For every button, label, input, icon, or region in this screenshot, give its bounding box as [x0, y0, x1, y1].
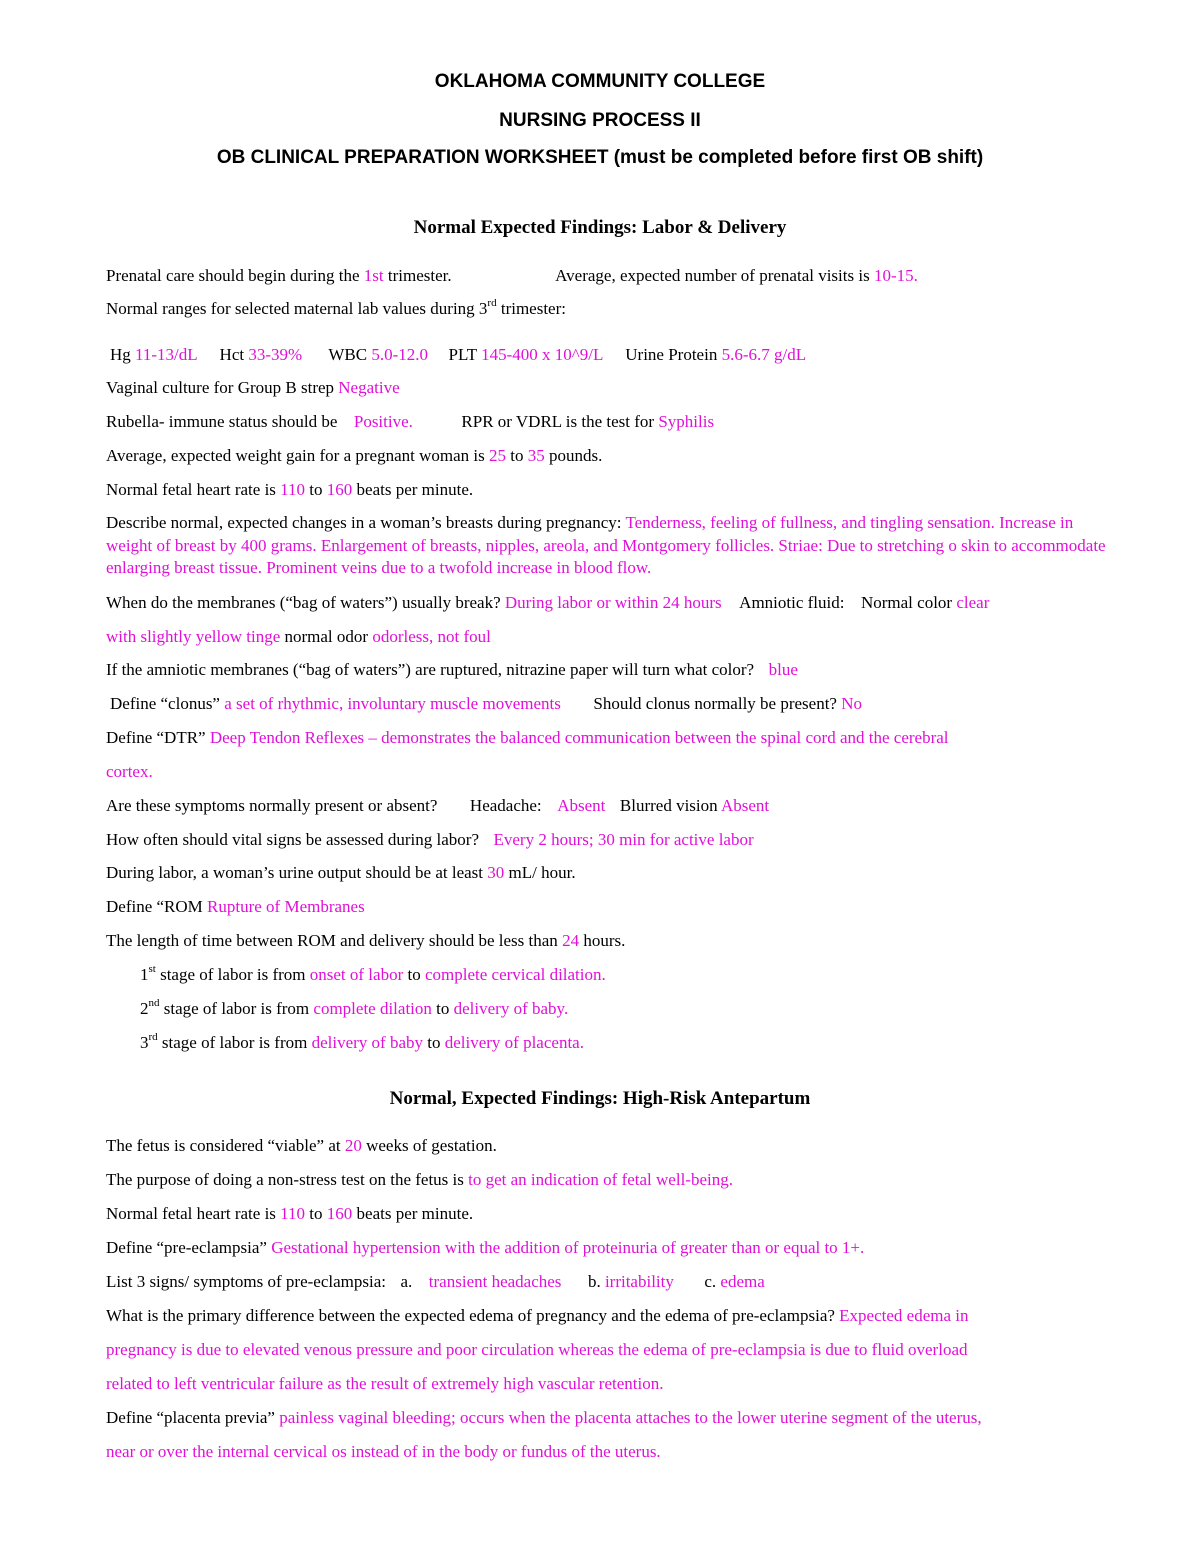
question: Average, expected weight gain for a pregnant woman is: [106, 446, 485, 465]
answer: Deep Tendon Reflexes – demonstrates the balanced communication between the spinal cord and the cerebral: [209, 728, 949, 747]
question: trimester:: [500, 299, 566, 318]
question: RPR or VDRL is the test for: [461, 412, 655, 431]
question: Vaginal culture for Group B strep: [106, 378, 335, 397]
question: Normal color: [860, 593, 953, 612]
rom-line: [106, 896, 1106, 918]
question: The purpose of doing a non-stress test on the fetus is: [106, 1170, 464, 1189]
labs-line: [106, 298, 1106, 320]
college-name: OKLAHOMA COMMUNITY COLLEGE: [434, 71, 766, 92]
question: weeks of gestation.: [366, 1136, 497, 1155]
placenta-previa-line-2: [106, 1441, 1106, 1463]
list-marker: c.: [704, 1272, 717, 1291]
question: trimester.: [387, 266, 452, 285]
question: Normal ranges for selected maternal lab values during 3: [106, 299, 488, 318]
question: 1: [140, 965, 149, 984]
answer: Gestational hypertension with the addition of proteinuria of greater than or equal to 1+.: [271, 1238, 865, 1257]
answer: onset of labor: [309, 965, 404, 984]
edema-answer-line-2: [106, 1339, 1106, 1361]
answer: Syphilis: [658, 412, 715, 431]
question: Normal fetal heart rate is: [106, 480, 276, 499]
worksheet-title: OB CLINICAL PREPARATION WORKSHEET (must be completed before first OB shift): [216, 147, 984, 168]
answer: Every 2 hours; 30 min for active labor: [493, 830, 754, 849]
question: 2: [140, 999, 149, 1018]
placenta-previa-line: [106, 1407, 1106, 1429]
answer: 160: [326, 1204, 353, 1223]
answer: 10-15.: [873, 266, 918, 285]
question: List 3 signs/ symptoms of pre-eclampsia:: [106, 1272, 386, 1291]
question: During labor, a woman’s urine output should be at least: [106, 863, 484, 882]
gbs-line: [106, 377, 1106, 399]
course-name: NURSING PROCESS II: [499, 110, 701, 131]
question: to: [510, 446, 524, 465]
lab-value: 5.6-6.7 g/dL: [721, 345, 807, 364]
answer: edema: [720, 1272, 765, 1291]
question: What is the primary difference between the expected edema of pregnancy and the edema of pre-eclampsia?: [106, 1306, 835, 1325]
question: Blurred vision: [619, 796, 718, 815]
answer: 35: [527, 446, 545, 465]
section-heading-high-risk: Normal, Expected Findings: High-Risk Antepartum: [389, 1088, 811, 1109]
stage-2-line: [140, 998, 1140, 1020]
answer: complete cervical dilation.: [424, 965, 606, 984]
answer: Tenderness, feeling of fullness, and tingling sensation. Increase in weight of breast by 400 grams. Enlargement of breasts, nipples, areola, and Montgomery follicles. Striae: Due to stretching o skin to accommodate enlarging breast tissue. Prominent veins due to a twofold increase in blood flow.: [106, 513, 1106, 577]
answer: 30: [487, 863, 505, 882]
answer: 110: [280, 480, 306, 499]
breast-changes-paragraph: [106, 512, 1106, 580]
urine-output-line: [106, 862, 1106, 884]
lab-label: PLT: [448, 345, 477, 364]
lab-label: Urine Protein: [625, 345, 718, 364]
superscript: st: [148, 963, 156, 976]
answer: 24: [562, 931, 580, 950]
question: 3: [140, 1033, 149, 1052]
lab-label: Hct: [219, 345, 245, 364]
question: Should clonus normally be present?: [593, 694, 837, 713]
rom-time-line: [106, 930, 1106, 952]
question: to: [427, 1033, 441, 1052]
lab-label: WBC: [328, 345, 368, 364]
answer: No: [841, 694, 863, 713]
list-marker: a.: [400, 1272, 413, 1291]
viability-line: [106, 1135, 1106, 1157]
answer: a set of rhythmic, involuntary muscle movements: [224, 694, 561, 713]
question: Amniotic fluid:: [739, 593, 845, 612]
question: If the amniotic membranes (“bag of waters”) are ruptured, nitrazine paper will turn what color?: [106, 660, 755, 679]
fhr-line: [106, 479, 1106, 501]
dtr-line: [106, 727, 1106, 749]
question: Are these symptoms normally present or absent?: [106, 796, 438, 815]
answer: Rupture of Membranes: [207, 897, 365, 916]
stage-1-line: [140, 964, 1140, 986]
answer: related to left ventricular failure as the result of extremely high vascular retention.: [106, 1374, 664, 1393]
nst-line: [106, 1169, 1106, 1191]
question: beats per minute.: [356, 1204, 474, 1223]
question: beats per minute.: [356, 480, 474, 499]
answer: Negative: [338, 378, 400, 397]
superscript: rd: [148, 1031, 158, 1044]
lab-value: 145-400 x 10^9/L: [481, 345, 603, 364]
answer: cortex.: [106, 762, 153, 781]
answer: blue: [768, 660, 798, 679]
answer: delivery of baby: [311, 1033, 423, 1052]
question: The length of time between ROM and delivery should be less than: [106, 931, 558, 950]
question: pounds.: [548, 446, 603, 465]
answer: with slightly yellow tinge: [106, 627, 281, 646]
answer: pregnancy is due to elevated venous pressure and poor circulation whereas the edema of pre-eclampsia is due to fluid overload: [106, 1340, 968, 1359]
answer: During labor or within 24 hours: [504, 593, 722, 612]
nitrazine-line: [106, 659, 1106, 681]
lab-value: 11-13/dL: [135, 345, 198, 364]
question: The fetus is considered “viable” at: [106, 1136, 341, 1155]
answer: Positive.: [353, 412, 413, 431]
weight-gain-line: [106, 445, 1106, 467]
answer: Absent: [720, 796, 770, 815]
dtr-line-continued: [106, 761, 1106, 783]
question: Define “DTR”: [106, 728, 206, 747]
question: stage of labor is from: [163, 999, 310, 1018]
superscript: rd: [487, 297, 497, 310]
clonus-line: [110, 693, 1110, 715]
question: Define “placenta previa”: [106, 1408, 275, 1427]
question: Average, expected number of prenatal visits is: [555, 266, 870, 285]
symptoms-line: [106, 795, 1106, 817]
question: Define “ROM: [106, 897, 203, 916]
question: to: [436, 999, 450, 1018]
vital-signs-line: [106, 829, 1106, 851]
question: to: [407, 965, 421, 984]
answer: Expected edema in: [839, 1306, 969, 1325]
question: How often should vital signs be assessed during labor?: [106, 830, 479, 849]
question: Define “clonus”: [110, 694, 220, 713]
question: Normal fetal heart rate is: [106, 1204, 276, 1223]
question: normal odor: [284, 627, 369, 646]
lab-values-line: [110, 344, 1110, 366]
edema-answer-line-3: [106, 1373, 1106, 1395]
question: Prenatal care should begin during the: [106, 266, 360, 285]
list-marker: b.: [587, 1272, 601, 1291]
question: to: [309, 480, 323, 499]
lab-value: 5.0-12.0: [371, 345, 429, 364]
answer: odorless, not foul: [372, 627, 491, 646]
question: hours.: [583, 931, 626, 950]
lab-label: Hg: [110, 345, 131, 364]
lab-value: 33-39%: [248, 345, 303, 364]
question: When do the membranes (“bag of waters”) usually break?: [106, 593, 501, 612]
answer: 25: [488, 446, 506, 465]
answer: complete dilation: [313, 999, 432, 1018]
stage-3-line: [140, 1032, 1140, 1054]
membranes-line: [106, 592, 1106, 614]
question: to: [309, 1204, 323, 1223]
superscript: nd: [148, 997, 160, 1010]
fhr-line-2: [106, 1203, 1106, 1225]
answer: near or over the internal cervical os instead of in the body or fundus of the uterus.: [106, 1442, 661, 1461]
answer: painless vaginal bleeding; occurs when the placenta attaches to the lower uterine segment of the uterus,: [279, 1408, 982, 1427]
section-heading-labor-delivery: Normal Expected Findings: Labor & Delivery: [413, 217, 787, 238]
question: Headache:: [469, 796, 542, 815]
question: Rubella- immune status should be: [106, 412, 338, 431]
answer: delivery of baby.: [453, 999, 569, 1018]
answer: irritability: [604, 1272, 674, 1291]
rubella-line: [106, 411, 1106, 433]
pre-eclampsia-line: [106, 1237, 1106, 1259]
answer: Absent: [557, 796, 606, 815]
amniotic-fluid-line: [106, 626, 1106, 648]
answer: to get an indication of fetal well-being.: [468, 1170, 733, 1189]
answer: 1st: [363, 266, 384, 285]
question: mL/ hour.: [508, 863, 576, 882]
edema-question-line: [106, 1305, 1106, 1327]
answer: transient headaches: [428, 1272, 562, 1291]
answer: 110: [280, 1204, 306, 1223]
answer: delivery of placenta.: [444, 1033, 584, 1052]
question: stage of labor is from: [160, 965, 306, 984]
pre-eclampsia-signs-line: [106, 1271, 1106, 1293]
answer: 20: [344, 1136, 362, 1155]
question: stage of labor is from: [161, 1033, 308, 1052]
question: Define “pre-eclampsia”: [106, 1238, 267, 1257]
prenatal-line: [106, 265, 1106, 287]
answer: 160: [326, 480, 353, 499]
answer: clear: [956, 593, 990, 612]
question: Describe normal, expected changes in a woman’s breasts during pregnancy:: [106, 513, 622, 532]
